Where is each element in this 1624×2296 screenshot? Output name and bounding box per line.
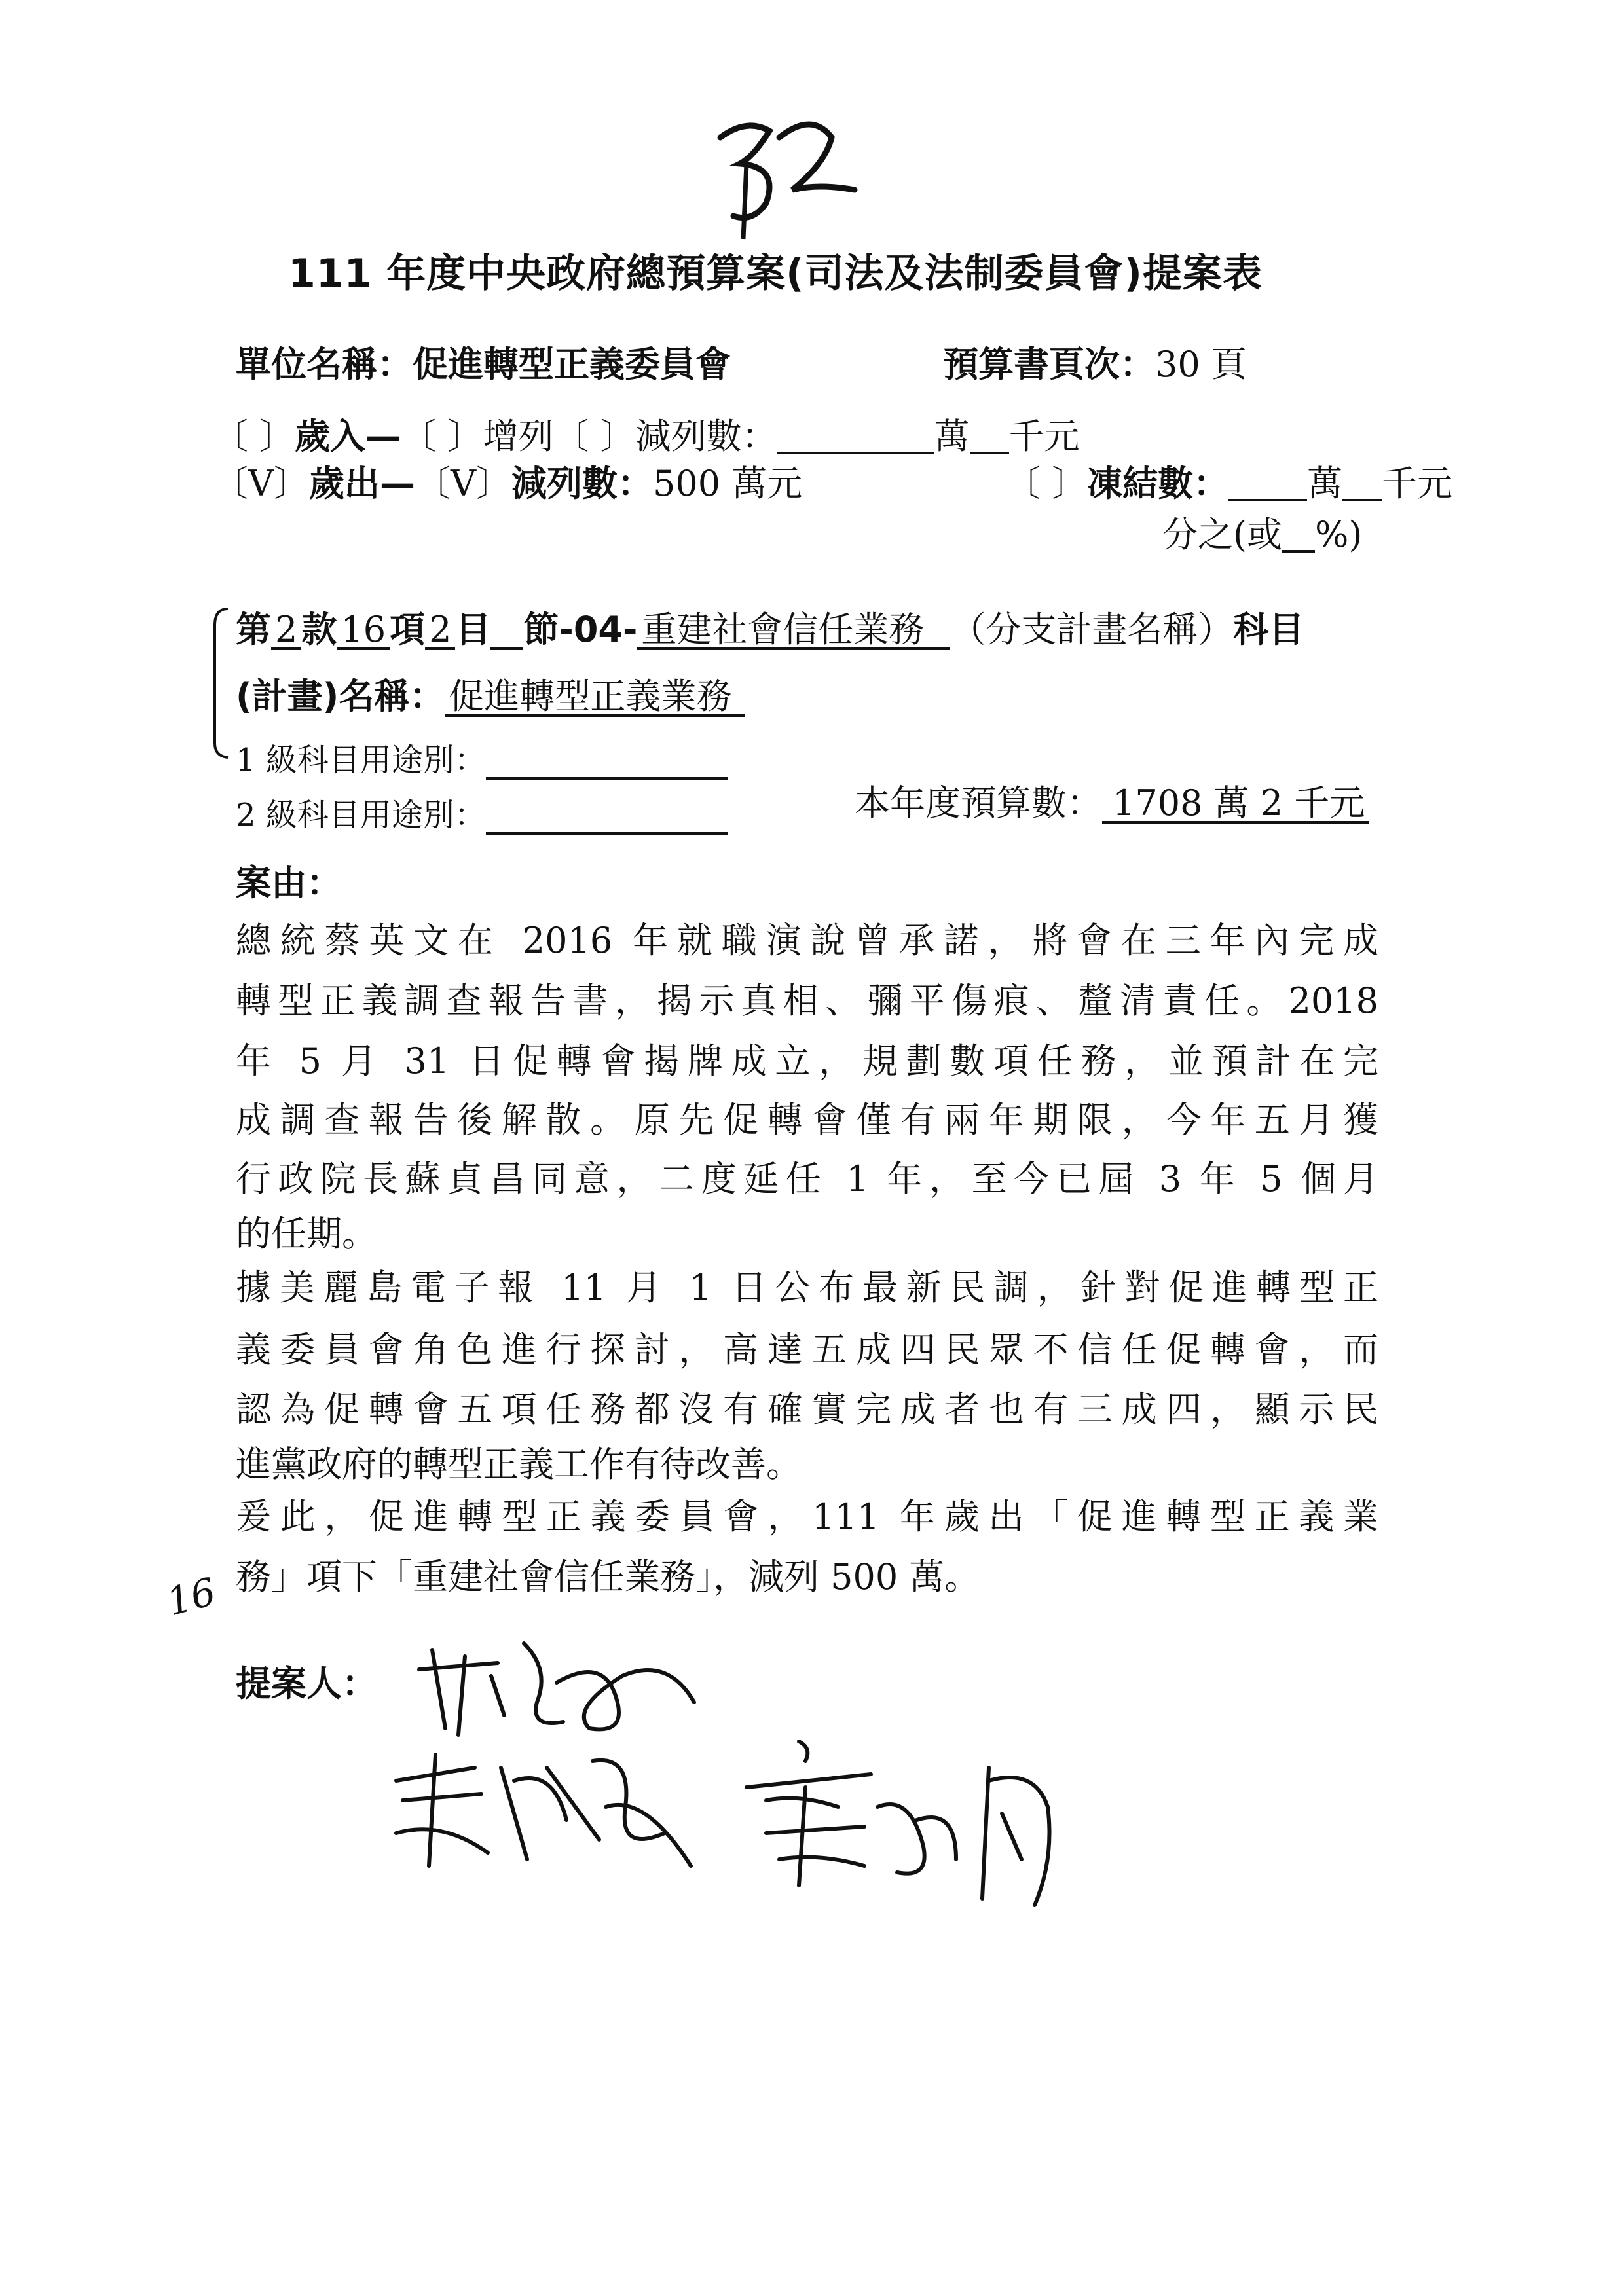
level2-label: 2 級科目用途別：: [236, 797, 486, 833]
plan-row: [236, 676, 745, 717]
expense-label: 歲出—: [309, 463, 415, 504]
subject-label: 科目: [1233, 609, 1304, 650]
expense-row: [213, 463, 803, 504]
fraction-row: [1162, 514, 1363, 555]
revenue-checkbox: 〔 〕: [213, 416, 295, 457]
reason-line: 總統蔡英文在 2016 年就職演說曾承諾，將會在三年內完成: [236, 920, 1378, 961]
reason-line: 年 5 月 31 日促轉會揭牌成立，規劃數項任務，並預計在完: [236, 1040, 1378, 1082]
item-bracket: [208, 606, 234, 763]
reason-line: 進黨政府的轉型正義工作有待改善。: [236, 1444, 802, 1485]
level1-label: 1 級科目用途別：: [236, 742, 486, 778]
sub-plan-hint: （分支計畫名稱）: [950, 609, 1234, 650]
jie-label: 節-04-: [523, 609, 638, 650]
signature-3: [740, 1728, 1094, 1918]
reason-line: 義委員會角色進行探討，高達五成四民眾不信任促轉會，而: [236, 1329, 1378, 1370]
decrease-checkbox: 〔 〕: [553, 416, 636, 457]
freeze-checkbox: 〔 〕: [1005, 463, 1088, 504]
unit-label: 單位名稱：: [236, 344, 413, 385]
freeze-qian-label: 千元: [1382, 463, 1453, 504]
kuan-value: 2: [271, 612, 301, 650]
level2-blank: [486, 801, 728, 835]
level1-blank: [486, 746, 728, 780]
decrease-label: 減列數：: [635, 416, 777, 457]
expense-decrease-amount: 500 萬元: [653, 463, 803, 504]
plan-name: 促進轉型正義業務: [445, 679, 745, 717]
freeze-wan-blank: [1228, 467, 1307, 501]
reason-line: 成調查報告後解散。原先促轉會僅有兩年期限，今年五月獲: [236, 1099, 1378, 1140]
jie-blank: [490, 616, 523, 650]
wan-label: 萬: [934, 416, 970, 457]
revenue-row: [213, 416, 1080, 457]
xiang-value: 16: [337, 612, 390, 650]
reason-line: 爰此，促進轉型正義委員會，111 年歲出「促進轉型正義業: [236, 1496, 1378, 1537]
increase-label: 增列: [483, 416, 554, 457]
page-label: 預算書頁次：: [943, 344, 1155, 385]
unit-row: [236, 344, 731, 385]
increase-checkbox: 〔 〕: [401, 416, 483, 457]
xiang-label: 項: [390, 609, 426, 650]
expense-checkbox: 〔V〕: [213, 463, 309, 504]
reason-line: 認為促轉會五項任務都沒有確實完成者也有三成四，顯示民: [236, 1389, 1378, 1430]
form-title: 111 年度中央政府總預算案(司法及法制委員會)提案表: [288, 251, 1263, 297]
fraction-pct: %): [1315, 514, 1363, 555]
revenue-label: 歲入—: [295, 416, 401, 457]
sub-plan-name: 重建社會信任業務: [637, 612, 950, 650]
budget-label: 本年度預算數：: [855, 782, 1102, 824]
kuan-label: 款: [301, 609, 337, 650]
mu-label: 目: [455, 609, 491, 650]
level2-row: [236, 790, 728, 835]
freeze-label: 凍結數：: [1087, 463, 1229, 504]
pct-blank: [1282, 519, 1315, 553]
item-row: [236, 609, 1304, 650]
di-label: 第: [236, 609, 271, 650]
unit-value: 促進轉型正義委員會: [413, 344, 731, 385]
freeze-row: [1005, 463, 1453, 504]
budget-value: 1708 萬 2 千元: [1102, 786, 1369, 824]
budget-row: [855, 782, 1369, 824]
freeze-qian-blank: [1342, 467, 1382, 501]
fraction-prefix: 分之(: [1162, 514, 1247, 555]
qian-label: 千元: [1008, 416, 1080, 457]
page-row: [943, 344, 1247, 385]
reason-line: 據美麗島電子報 11 月 1 日公布最新民調，針對促進轉型正: [236, 1267, 1378, 1308]
expense-decrease-label: 減列數：: [511, 463, 653, 504]
signature-2: [383, 1741, 710, 1879]
margin-note: 16: [162, 1569, 221, 1625]
plan-label: (計畫)名稱：: [236, 676, 445, 717]
signature-1: [406, 1630, 707, 1741]
handwritten-page-number: [707, 111, 864, 242]
fraction-or: 或: [1247, 514, 1283, 555]
freeze-wan-label: 萬: [1307, 463, 1343, 504]
reason-line: 行政院長蘇貞昌同意，二度延任 1 年，至今已屆 3 年 5 個月: [236, 1158, 1378, 1199]
level1-row: [236, 735, 728, 780]
reason-line: 務」項下「重建社會信任業務」，減列 500 萬。: [236, 1556, 980, 1597]
qian-blank: [970, 420, 1009, 454]
reason-heading: 案由：: [236, 862, 342, 903]
expense-decrease-checkbox: 〔V〕: [415, 463, 511, 504]
reason-line: 的任期。: [236, 1213, 377, 1254]
proposer-label: 提案人：: [236, 1663, 377, 1704]
reason-line: 轉型正義調查報告書，揭示真相、彌平傷痕、釐清責任。2018: [236, 980, 1378, 1021]
wan-blank: [777, 420, 934, 454]
mu-value: 2: [425, 612, 455, 650]
page-value: 30 頁: [1155, 344, 1247, 385]
